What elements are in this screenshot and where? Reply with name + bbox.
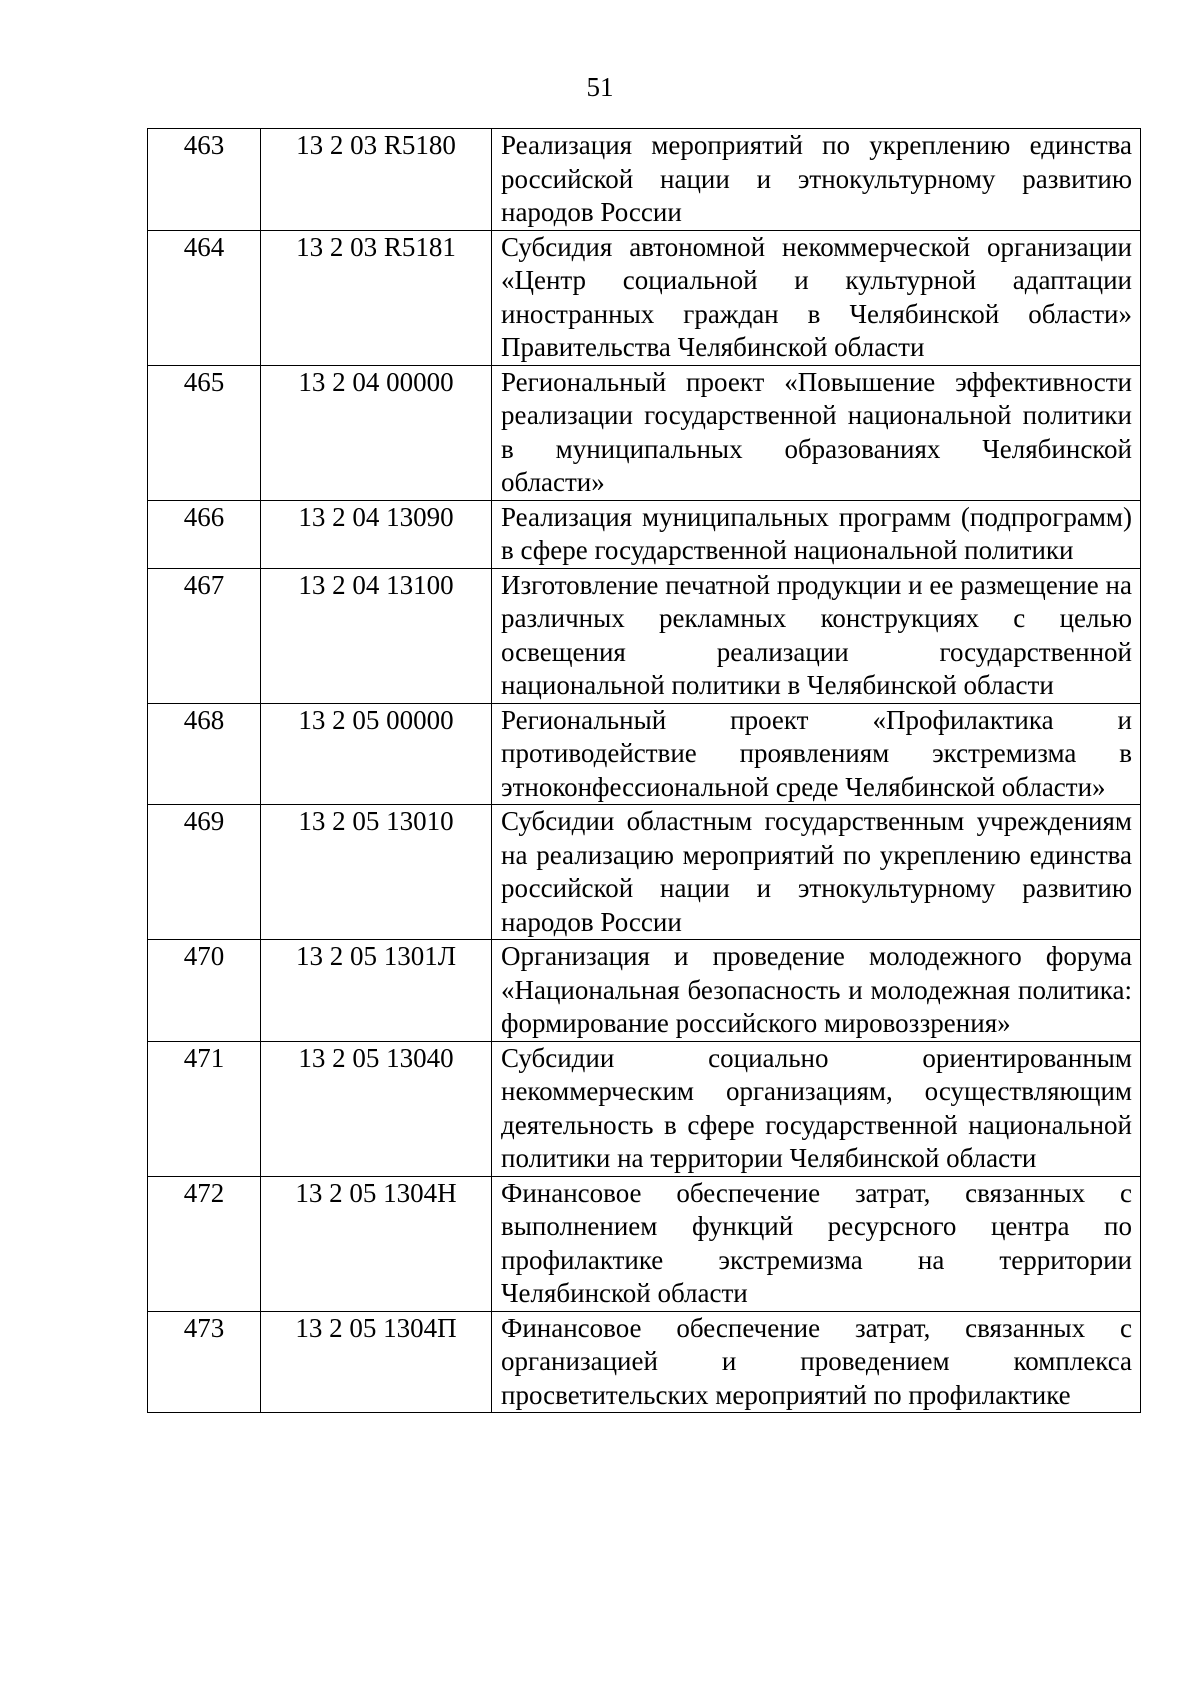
table-row [148, 365, 1141, 500]
name-cell: Реализация мероприятий по укреплению единства российской нации и этнокультурному развитию народов России [492, 129, 1141, 231]
table-row [148, 129, 1141, 231]
row-number-cell: 473 [148, 1311, 261, 1413]
code-cell: 13 2 05 13040 [261, 1041, 492, 1176]
table-row [148, 500, 1141, 568]
row-number-cell: 471 [148, 1041, 261, 1176]
code-cell: 13 2 04 13100 [261, 568, 492, 703]
name-cell: Субсидии областным государственным учреждениям на реализацию мероприятий по укреплению единства российской нации и этнокультурному развитию народов России [492, 805, 1141, 940]
page-number: 51 [586, 72, 614, 102]
code-cell: 13 2 03 R5180 [261, 129, 492, 231]
code-cell: 13 2 04 13090 [261, 500, 492, 568]
name-cell: Организация и проведение молодежного форума «Национальная безопасность и молодежная политика: формирование российского мировоззрения» [492, 940, 1141, 1042]
table-row [148, 703, 1141, 805]
row-number-cell: 464 [148, 230, 261, 365]
row-number-cell: 470 [148, 940, 261, 1042]
code-cell: 13 2 04 00000 [261, 365, 492, 500]
name-cell: Субсидии социально ориентированным некоммерческим организациям, осуществляющим деятельность в сфере государственной национальной политики на территории Челябинской области [492, 1041, 1141, 1176]
row-number-cell: 466 [148, 500, 261, 568]
budget-code-table [147, 128, 1141, 1413]
table-row [148, 940, 1141, 1042]
code-cell: 13 2 05 00000 [261, 703, 492, 805]
row-number-cell: 465 [148, 365, 261, 500]
code-cell: 13 2 05 13010 [261, 805, 492, 940]
row-number-cell: 472 [148, 1176, 261, 1311]
row-number-cell: 469 [148, 805, 261, 940]
code-cell: 13 2 03 R5181 [261, 230, 492, 365]
code-cell: 13 2 05 1304П [261, 1311, 492, 1413]
row-number-cell: 463 [148, 129, 261, 231]
name-cell: Реализация муниципальных программ (подпрограмм) в сфере государственной национальной политики [492, 500, 1141, 568]
name-cell: Финансовое обеспечение затрат, связанных с организацией и проведением комплекса просветительских мероприятий по профилактике [492, 1311, 1141, 1413]
name-cell: Региональный проект «Повышение эффективности реализации государственной национальной политики в муниципальных образованиях Челябинской области» [492, 365, 1141, 500]
table-row [148, 568, 1141, 703]
code-cell: 13 2 05 1304Н [261, 1176, 492, 1311]
table-row [148, 1041, 1141, 1176]
name-cell: Субсидия автономной некоммерческой организации «Центр социальной и культурной адаптации иностранных граждан в Челябинской области» Правительства Челябинской области [492, 230, 1141, 365]
table-row [148, 230, 1141, 365]
table-body [148, 129, 1141, 1413]
name-cell: Региональный проект «Профилактика и противодействие проявлениям экстремизма в этноконфессиональной среде Челябинской области» [492, 703, 1141, 805]
name-cell: Изготовление печатной продукции и ее размещение на различных рекламных конструкциях с целью освещения реализации государственной национальной политики в Челябинской области [492, 568, 1141, 703]
table-row [148, 1311, 1141, 1413]
row-number-cell: 468 [148, 703, 261, 805]
code-cell: 13 2 05 1301Л [261, 940, 492, 1042]
table-row [148, 805, 1141, 940]
table-row [148, 1176, 1141, 1311]
row-number-cell: 467 [148, 568, 261, 703]
name-cell: Финансовое обеспечение затрат, связанных с выполнением функций ресурсного центра по профилактике экстремизма на территории Челябинской области [492, 1176, 1141, 1311]
